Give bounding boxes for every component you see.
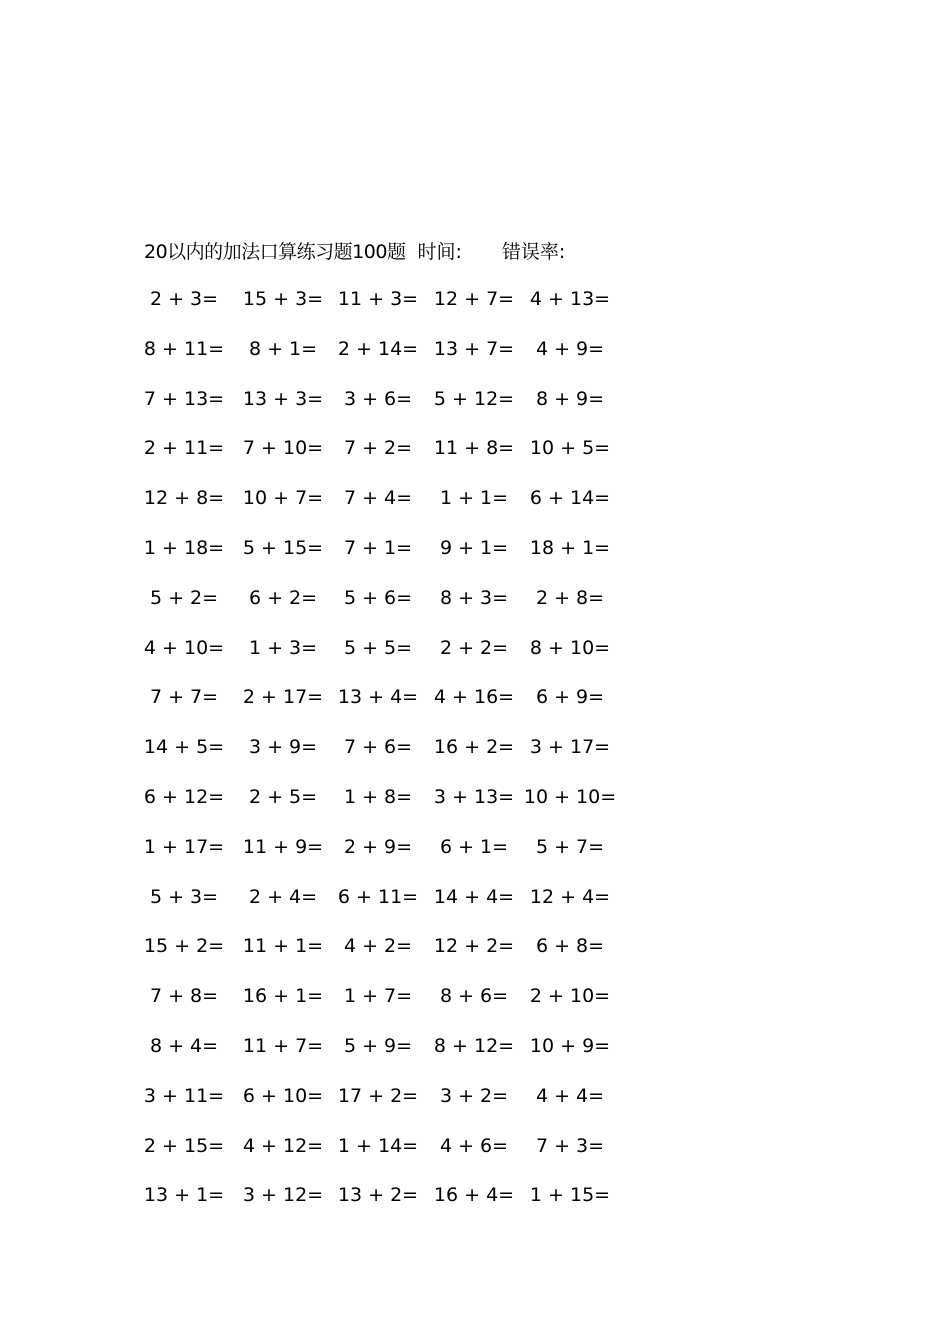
problem-item: 3 + 17=	[529, 736, 611, 759]
problem-item: 4 + 12=	[242, 1134, 324, 1157]
problem-item: 7 + 6=	[343, 736, 413, 759]
problem-item: 7 + 3=	[535, 1134, 605, 1157]
problem-item: 11 + 3=	[337, 288, 419, 310]
problem-item: 13 + 2=	[337, 1184, 419, 1207]
problem-item: 6 + 14=	[529, 487, 611, 510]
problem-item: 3 + 13=	[433, 785, 515, 808]
problem-item: 7 + 1=	[343, 536, 413, 559]
problem-grid	[144, 284, 644, 1230]
problem-item: 7 + 10=	[242, 437, 324, 460]
problem-item: 2 + 10=	[529, 985, 611, 1008]
error-rate-label: 错误率:	[501, 240, 566, 263]
problem-item: 1 + 17=	[143, 835, 225, 858]
problem-item: 8 + 3=	[439, 586, 509, 609]
problem-item: 8 + 6=	[439, 985, 509, 1008]
problem-item: 1 + 8=	[343, 785, 413, 808]
problem-item: 1 + 1=	[439, 487, 509, 510]
problem-item: 8 + 10=	[529, 636, 611, 659]
problem-row	[144, 882, 644, 932]
problem-item: 15 + 2=	[143, 935, 225, 958]
problem-item: 6 + 11=	[337, 885, 419, 908]
problem-item: 13 + 3=	[242, 387, 324, 410]
problem-item: 2 + 3=	[149, 288, 219, 310]
problem-item: 10 + 5=	[529, 437, 611, 460]
problem-row	[144, 433, 644, 483]
problem-item: 1 + 3=	[248, 636, 318, 659]
problem-item: 4 + 16=	[433, 686, 515, 709]
problem-item: 15 + 3=	[242, 288, 324, 310]
problem-item: 5 + 7=	[535, 835, 605, 858]
problem-item: 5 + 6=	[343, 586, 413, 609]
problem-item: 8 + 11=	[143, 337, 225, 360]
problem-item: 5 + 15=	[242, 536, 324, 559]
problem-item: 4 + 9=	[535, 337, 605, 360]
problem-row	[144, 384, 644, 434]
problem-item: 8 + 9=	[535, 387, 605, 410]
problem-item: 8 + 12=	[433, 1034, 515, 1057]
problem-item: 5 + 3=	[149, 885, 219, 908]
problem-item: 11 + 9=	[242, 835, 324, 858]
problem-item: 13 + 4=	[337, 686, 419, 709]
problem-item: 17 + 2=	[337, 1084, 419, 1107]
problem-item: 4 + 10=	[143, 636, 225, 659]
problem-item: 6 + 9=	[535, 686, 605, 709]
problem-item: 6 + 12=	[143, 785, 225, 808]
problem-item: 12 + 8=	[143, 487, 225, 510]
problem-item: 10 + 7=	[242, 487, 324, 510]
problem-row	[144, 334, 644, 384]
problem-item: 3 + 12=	[242, 1184, 324, 1207]
problem-row	[144, 1131, 644, 1181]
problem-item: 5 + 12=	[433, 387, 515, 410]
problem-item: 5 + 5=	[343, 636, 413, 659]
problem-item: 3 + 9=	[248, 736, 318, 759]
problem-item: 6 + 1=	[439, 835, 509, 858]
worksheet-header	[144, 235, 565, 265]
problem-item: 1 + 7=	[343, 985, 413, 1008]
problem-item: 16 + 4=	[433, 1184, 515, 1207]
problem-row	[144, 633, 644, 683]
problem-item: 2 + 11=	[143, 437, 225, 460]
problem-item: 2 + 8=	[535, 586, 605, 609]
problem-item: 11 + 7=	[242, 1034, 324, 1057]
problem-row	[144, 1180, 644, 1230]
problem-item: 12 + 4=	[529, 885, 611, 908]
problem-item: 1 + 18=	[143, 536, 225, 559]
problem-row	[144, 1081, 644, 1131]
problem-item: 3 + 6=	[343, 387, 413, 410]
problem-row	[144, 533, 644, 583]
problem-item: 2 + 2=	[439, 636, 509, 659]
problem-item: 14 + 5=	[143, 736, 225, 759]
problem-item: 5 + 2=	[149, 586, 219, 609]
problem-item: 4 + 6=	[439, 1134, 509, 1157]
problem-item: 13 + 7=	[433, 337, 515, 360]
problem-item: 8 + 4=	[149, 1034, 219, 1057]
problem-item: 7 + 13=	[143, 387, 225, 410]
problem-item: 7 + 2=	[343, 437, 413, 460]
problem-item: 9 + 1=	[439, 536, 509, 559]
problem-row	[144, 284, 644, 334]
problem-item: 3 + 11=	[143, 1084, 225, 1107]
problem-row	[144, 782, 644, 832]
problem-item: 6 + 10=	[242, 1084, 324, 1107]
problem-item: 2 + 9=	[343, 835, 413, 858]
problem-item: 2 + 4=	[248, 885, 318, 908]
problem-item: 4 + 4=	[535, 1084, 605, 1107]
problem-row	[144, 682, 644, 732]
problem-row	[144, 832, 644, 882]
problem-item: 16 + 1=	[242, 985, 324, 1008]
problem-row	[144, 583, 644, 633]
problem-row	[144, 1031, 644, 1081]
worksheet-title: 20以内的加法口算练习题100题	[144, 240, 406, 263]
problem-item: 2 + 15=	[143, 1134, 225, 1157]
problem-item: 18 + 1=	[529, 536, 611, 559]
problem-item: 11 + 8=	[433, 437, 515, 460]
problem-item: 1 + 14=	[337, 1134, 419, 1157]
problem-item: 7 + 4=	[343, 487, 413, 510]
problem-item: 6 + 2=	[248, 586, 318, 609]
problem-item: 13 + 1=	[143, 1184, 225, 1207]
problem-item: 6 + 8=	[535, 935, 605, 958]
problem-item: 5 + 9=	[343, 1034, 413, 1057]
problem-item: 10 + 9=	[529, 1034, 611, 1057]
problem-item: 8 + 1=	[248, 337, 318, 360]
problem-item: 2 + 14=	[337, 337, 419, 360]
problem-item: 12 + 7=	[433, 288, 515, 310]
problem-item: 2 + 5=	[248, 785, 318, 808]
problem-item: 7 + 8=	[149, 985, 219, 1008]
problem-row	[144, 483, 644, 533]
problem-item: 14 + 4=	[433, 885, 515, 908]
problem-item: 2 + 17=	[242, 686, 324, 709]
problem-row	[144, 732, 644, 782]
problem-item: 1 + 15=	[529, 1184, 611, 1207]
problem-item: 4 + 13=	[529, 288, 611, 310]
problem-item: 12 + 2=	[433, 935, 515, 958]
problem-item: 3 + 2=	[439, 1084, 509, 1107]
problem-item: 4 + 2=	[343, 935, 413, 958]
problem-item: 16 + 2=	[433, 736, 515, 759]
problem-row	[144, 981, 644, 1031]
problem-item: 7 + 7=	[149, 686, 219, 709]
problem-row	[144, 931, 644, 981]
problem-item: 11 + 1=	[242, 935, 324, 958]
problem-item: 10 + 10=	[523, 785, 617, 808]
time-label: 时间:	[417, 240, 462, 263]
